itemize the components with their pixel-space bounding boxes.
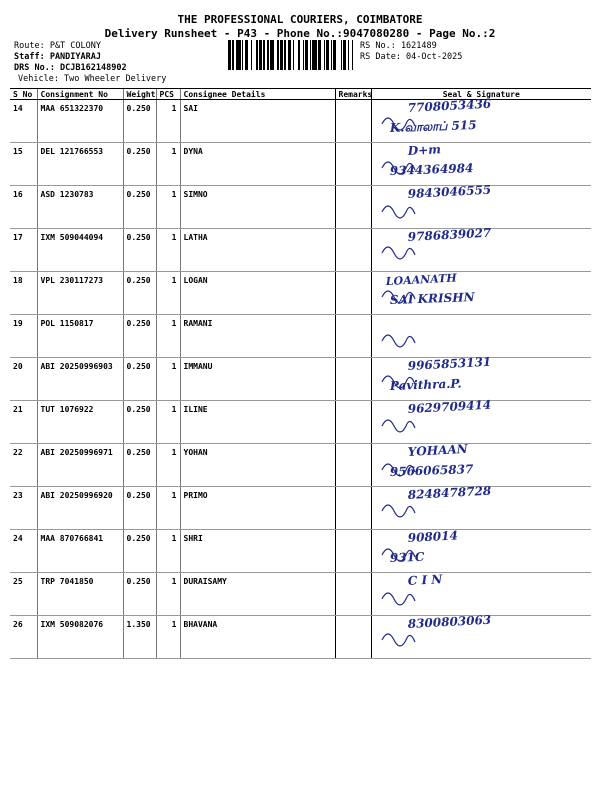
row-pcs: 1 (156, 487, 180, 530)
runsheet-table (10, 88, 591, 659)
barcode-bar (353, 40, 356, 70)
row-weight: 0.250 (123, 573, 156, 616)
row-consignee: BHAVANA (180, 616, 335, 659)
col-pcs: PCS (156, 89, 180, 100)
row-consignment-no: ABI 20250996903 (37, 358, 123, 401)
row-consignment-no: IXM 509044094 (37, 229, 123, 272)
row-consignment-no: POL 1150817 (37, 315, 123, 358)
row-signature (371, 530, 591, 573)
row-consignment-no: TUT 1076922 (37, 401, 123, 444)
signature-line-1: 9965853131 (406, 354, 492, 373)
row-signature (371, 143, 591, 186)
signature-line-2: K.வாலாப் 515 (389, 117, 477, 135)
signature-line-1: 8248478728 (406, 483, 492, 502)
table-row (10, 100, 591, 143)
row-consignee: YOHAN (180, 444, 335, 487)
signature-line-1: 9843046555 (406, 182, 492, 201)
row-consignee: DURAISAMY (180, 573, 335, 616)
row-weight: 1.350 (123, 616, 156, 659)
row-consignment-no: IXM 509082076 (37, 616, 123, 659)
row-weight: 0.250 (123, 229, 156, 272)
table-row (10, 401, 591, 444)
row-remarks (335, 616, 371, 659)
row-signature (371, 441, 591, 487)
row-consignee: SIMNO (180, 186, 335, 229)
row-pcs: 1 (156, 401, 180, 444)
row-sno: 17 (10, 229, 37, 272)
row-weight: 0.250 (123, 487, 156, 530)
vehicle-label: Vehicle: Two Wheeler Delivery (18, 74, 167, 84)
table-row (10, 444, 591, 487)
row-sno: 18 (10, 272, 37, 315)
row-signature (371, 573, 591, 616)
row-sno: 23 (10, 487, 37, 530)
row-remarks (335, 143, 371, 186)
signature-line-1: LOAANATH (385, 271, 457, 289)
row-weight: 0.250 (123, 272, 156, 315)
signature-stroke (382, 335, 415, 347)
row-consignment-no: DEL 121766553 (37, 143, 123, 186)
signature-line-1: 9629709414 (406, 397, 492, 416)
row-weight: 0.250 (123, 358, 156, 401)
row-pcs: 1 (156, 530, 180, 573)
signature-line-1: C I N (406, 572, 443, 588)
rs-no-label: RS No.: 1621489 (360, 41, 437, 51)
staff-label: Staff: PANDIYARAJ (14, 52, 101, 62)
row-remarks (335, 401, 371, 444)
row-signature (371, 96, 591, 143)
row-sno: 15 (10, 143, 37, 186)
row-remarks (335, 444, 371, 487)
handwritten-signature (368, 96, 583, 140)
row-remarks (335, 573, 371, 616)
row-sno: 25 (10, 573, 37, 616)
row-pcs: 1 (156, 143, 180, 186)
row-sno: 19 (10, 315, 37, 358)
row-weight: 0.250 (123, 315, 156, 358)
table-row (10, 573, 591, 616)
row-consignee: SAI (180, 100, 335, 143)
row-consignee: DYNA (180, 143, 335, 186)
col-consignment: Consignment No (37, 89, 123, 100)
route-label: Route: P&T COLONY (14, 41, 101, 51)
handwritten-signature (368, 397, 583, 441)
row-sno: 20 (10, 358, 37, 401)
row-signature (371, 483, 591, 530)
row-pcs: 1 (156, 229, 180, 272)
company-title: THE PROFESSIONAL COURIERS, COIMBATORE (177, 13, 423, 26)
row-consignment-no: ABI 20250996971 (37, 444, 123, 487)
row-consignee: ILINE (180, 401, 335, 444)
table-row (10, 616, 591, 659)
row-remarks (335, 100, 371, 143)
row-consignment-no: ABI 20250996920 (37, 487, 123, 530)
row-consignee: IMMANU (180, 358, 335, 401)
signature-stroke (382, 420, 415, 432)
row-remarks (335, 186, 371, 229)
signature-line-1: 9786839027 (406, 225, 492, 244)
row-remarks (335, 487, 371, 530)
row-consignee: LOGAN (180, 272, 335, 315)
signature-line-2: 931C (389, 549, 425, 565)
row-pcs: 1 (156, 100, 180, 143)
signature-line-1: 908014 (406, 528, 458, 545)
table-row (10, 487, 591, 530)
row-pcs: 1 (156, 272, 180, 315)
row-remarks (335, 358, 371, 401)
handwritten-signature (368, 354, 583, 398)
row-weight: 0.250 (123, 401, 156, 444)
handwritten-signature (368, 612, 583, 656)
table-row (10, 229, 591, 272)
row-pcs: 1 (156, 186, 180, 229)
row-consignment-no: MAA 870766841 (37, 530, 123, 573)
row-weight: 0.250 (123, 143, 156, 186)
row-weight: 0.250 (123, 530, 156, 573)
row-consignee: RAMANI (180, 315, 335, 358)
row-sno: 24 (10, 530, 37, 573)
row-pcs: 1 (156, 573, 180, 616)
signature-stroke (382, 206, 415, 218)
row-weight: 0.250 (123, 186, 156, 229)
row-signature (371, 612, 591, 659)
col-weight: Weight (123, 89, 156, 100)
row-sno: 16 (10, 186, 37, 229)
row-pcs: 1 (156, 358, 180, 401)
row-consignee: LATHA (180, 229, 335, 272)
col-seal: Seal & Signature (371, 89, 591, 100)
col-remarks: Remarks (335, 89, 371, 100)
row-weight: 0.250 (123, 100, 156, 143)
row-consignee: SHRI (180, 530, 335, 573)
row-consignment-no: MAA 651322370 (37, 100, 123, 143)
handwritten-signature (368, 225, 583, 269)
table-row (10, 358, 591, 401)
row-signature (371, 225, 591, 272)
rs-date-label: RS Date: 04-Oct-2025 (360, 52, 463, 62)
row-consignment-no: TRP 7041850 (37, 573, 123, 616)
handwritten-signature (368, 182, 583, 226)
signature-stroke (382, 593, 415, 605)
handwritten-signature (368, 569, 583, 613)
row-sno: 22 (10, 444, 37, 487)
row-signature (371, 354, 591, 401)
drs-label: DRS No.: DCJB162148902 (14, 63, 127, 73)
signature-line-1: YOHAAN (406, 441, 468, 459)
handwritten-signature (368, 483, 583, 527)
row-pcs: 1 (156, 444, 180, 487)
signature-stroke (382, 634, 415, 646)
row-consignment-no: ASD 1230783 (37, 186, 123, 229)
handwritten-signature (368, 526, 583, 570)
signature-line-2: 9344364984 (389, 161, 474, 178)
table-row (10, 143, 591, 186)
col-sno: S No (10, 89, 37, 100)
table-row (10, 530, 591, 573)
runsheet-subtitle: Delivery Runsheet - P43 - Phone No.:9047080280 - Page No.:2 (104, 27, 496, 40)
table-row (10, 315, 591, 358)
handwritten-signature (368, 268, 583, 312)
col-consignee: Consignee Details (180, 89, 335, 100)
table-row (10, 186, 591, 229)
signature-stroke (382, 505, 415, 517)
row-remarks (335, 530, 371, 573)
signature-line-1: 7708053436 (406, 96, 492, 115)
row-remarks (335, 272, 371, 315)
row-signature (371, 315, 591, 358)
handwritten-signature (368, 311, 583, 355)
row-pcs: 1 (156, 616, 180, 659)
handwritten-signature (368, 139, 583, 183)
handwritten-signature (368, 440, 583, 484)
row-consignee: PRIMO (180, 487, 335, 530)
row-signature (371, 182, 591, 229)
row-signature (371, 272, 591, 315)
row-signature (371, 397, 591, 444)
row-weight: 0.250 (123, 444, 156, 487)
row-consignment-no: VPL 230117273 (37, 272, 123, 315)
row-remarks (335, 315, 371, 358)
row-pcs: 1 (156, 315, 180, 358)
barcode (228, 40, 356, 70)
signature-line-1: D+m (406, 142, 441, 158)
row-sno: 14 (10, 100, 37, 143)
row-sno: 26 (10, 616, 37, 659)
row-remarks (335, 229, 371, 272)
row-sno: 21 (10, 401, 37, 444)
signature-line-2: SAI KRISHN (389, 290, 475, 307)
signature-line-2: 9566065837 (389, 462, 474, 479)
signature-line-2: Pavithra.P. (389, 376, 462, 393)
table-row (10, 272, 591, 315)
signature-stroke (382, 247, 415, 259)
signature-line-1: 8300803063 (406, 612, 492, 631)
